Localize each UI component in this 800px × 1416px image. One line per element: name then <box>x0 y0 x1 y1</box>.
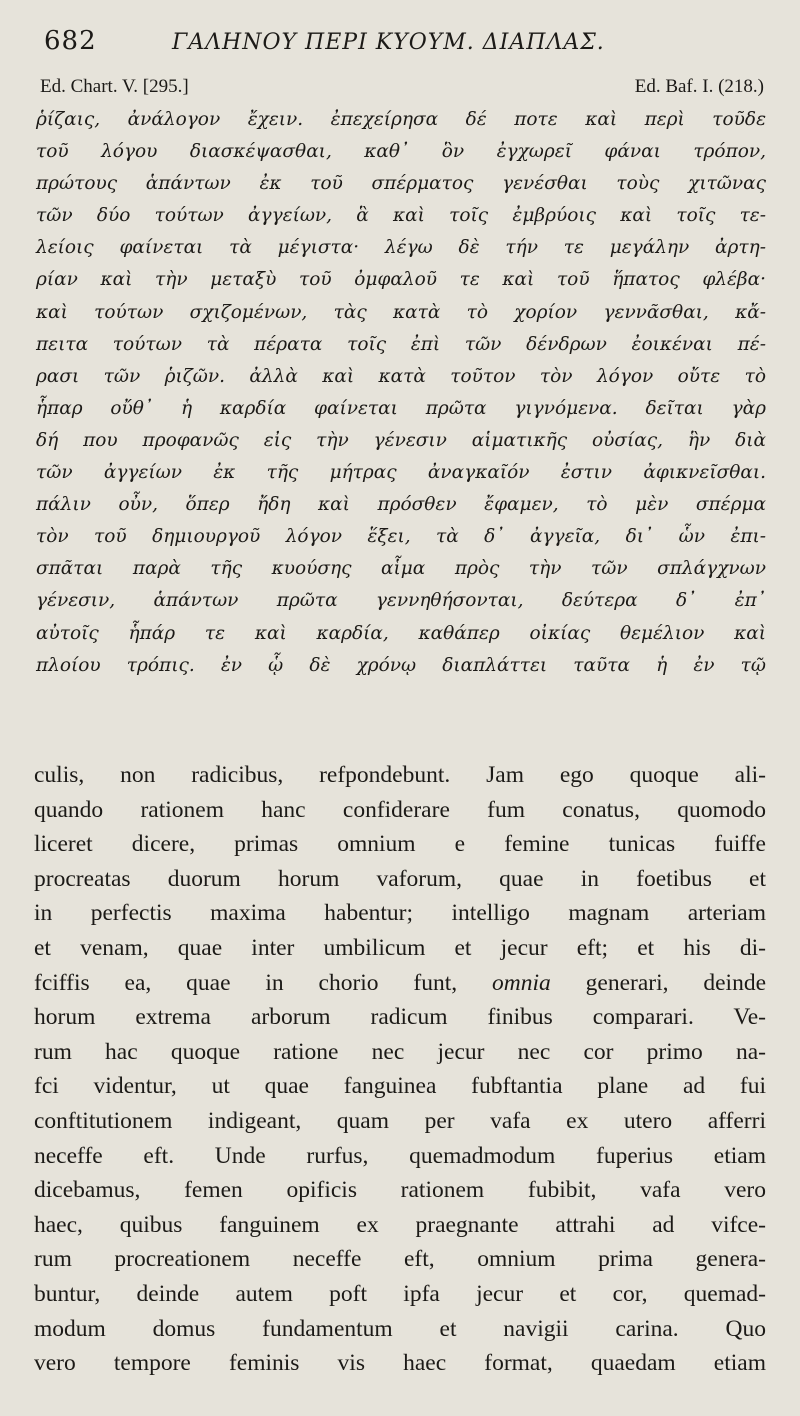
latin-text-line: conftitutionem indigeant, quam per vafa ex utero afferri <box>34 1107 766 1134</box>
page-number: 682 <box>44 26 97 56</box>
latin-italic-word: omnia <box>492 969 551 996</box>
latin-text-line: quando rationem hanc confiderare fum conatus, quomodo <box>34 796 766 823</box>
latin-text-line: rum procreationem neceffe eft, omnium prima genera- <box>34 1246 766 1273</box>
latin-text-line: fci videntur, ut quae fanguinea fubftantia plane ad fui <box>34 1073 766 1100</box>
latin-text-line: modum domus fundamentum et navigii carina. Quo <box>34 1315 766 1342</box>
page-header <box>44 26 764 66</box>
latin-text-line: horum extrema arborum radicum finibus comparari. Ve- <box>34 1004 766 1031</box>
greek-text-line: ῥίζαις, ἀνάλογον ἔχειν. ἐπεχείρησα δέ ποτε καὶ περὶ τοῦδε <box>36 109 766 130</box>
latin-text-line: dicebamus, femen opificis rationem fubibit, vafa vero <box>34 1177 766 1204</box>
edition-references <box>40 76 764 104</box>
edition-basel-reference: Ed. Baf. I. (218.) <box>634 76 764 97</box>
latin-text-line: buntur, deinde autem poft ipfa jecur et cor, quemad- <box>34 1280 766 1307</box>
greek-text-line: ρίαν καὶ τὴν μεταξὺ τοῦ ὀμφαλοῦ τε καὶ τοῦ ἥπατος φλέβα· <box>36 269 766 291</box>
latin-text-line: vero tempore feminis vis haec format, quaedam etiam <box>34 1350 766 1377</box>
latin-text-column <box>34 758 766 1381</box>
latin-text-line: procreatas duorum horum vaforum, quae in foetibus et <box>34 865 766 892</box>
edition-chartier-reference: Ed. Chart. V. [295.] <box>40 76 189 97</box>
latin-text-line: culis, non radicibus, refpondebunt. Jam ego quoque ali- <box>34 762 766 788</box>
greek-text-line: πάλιν οὖν, ὅπερ ἤδη καὶ πρόσθεν ἔφαμεν, τὸ μὲν σπέρμα <box>36 494 766 516</box>
greek-text-line: πλοίου τρόπις. ἐν ᾧ δὲ χρόνῳ διαπλάττει ταῦτα ἡ ἐν τῷ <box>36 654 766 676</box>
latin-text-segment: fciffis ea, quae in chorio funt, <box>34 969 493 996</box>
latin-text-line: neceffe eft. Unde rurfus, quemadmodum fuperius etiam <box>34 1142 766 1169</box>
greek-text-line: τὸν τοῦ δημιουργοῦ λόγον ἕξει, τὰ δ᾽ ἀγγεῖα, δι᾽ ὧν ἐπι- <box>36 526 766 548</box>
greek-text-line: πειτα τούτων τὰ πέρατα τοῖς ἐπὶ τῶν δένδρων ἐοικέναι πέ- <box>36 333 766 355</box>
greek-text-line: ρασι τῶν ῥιζῶν. ἀλλὰ καὶ κατὰ τοῦτον τὸν λόγον οὔτε τὸ <box>36 365 766 387</box>
greek-text-line: ἧπαρ οὔθ᾽ ἡ καρδία φαίνεται πρῶτα γιγνόμενα. δεῖται γὰρ <box>36 397 766 419</box>
latin-text-line: et venam, quae inter umbilicum et jecur eft; et his di- <box>34 934 766 961</box>
greek-text-line: τοῦ λόγου διασκέψασθαι, καθ᾽ ὃν ἐγχωρεῖ φάναι τρόπον, <box>36 141 766 163</box>
greek-text-line: τῶν ἀγγείων ἐκ τῆς μήτρας ἀναγκαῖόν ἐστιν ἀφικνεῖσθαι. <box>36 462 766 484</box>
latin-text-line: haec, quibus fanguinem ex praegnante attrahi ad vifce- <box>34 1211 766 1238</box>
latin-text-line: in perfectis maxima habentur; intelligo magnam arteriam <box>34 900 766 927</box>
running-title: ΓΑΛΗΝΟΥ ΠΕΡΙ ΚΥΟΥΜ. ΔΙΑΠΛΑΣ. <box>172 30 605 55</box>
greek-text-column <box>36 104 766 682</box>
greek-text-line: λείοις φαίνεται τὰ μέγιστα· λέγω δὲ τήν τε μεγάλην ἀρτη- <box>36 237 766 259</box>
greek-text-line: πρώτους ἁπάντων ἐκ τοῦ σπέρματος γενέσθαι τοὺς χιτῶνας <box>36 173 766 195</box>
greek-text-line: αὐτοῖς ἧπάρ τε καὶ καρδία, καθάπερ οἰκίας θεμέλιον καὶ <box>36 622 766 644</box>
greek-text-line: καὶ τούτων σχιζομένων, τὰς κατὰ τὸ χορίον γεννᾶσθαι, κἄ- <box>36 301 766 323</box>
greek-text-line: τῶν δύο τούτων ἀγγείων, ἃ καὶ τοῖς ἐμβρύοις καὶ τοῖς τε- <box>36 205 766 227</box>
latin-text-line <box>34 966 766 1001</box>
latin-text-segment: generari, deinde <box>550 969 766 996</box>
latin-text-line: liceret dicere, primas omnium e femine tunicas fuiffe <box>34 831 766 858</box>
greek-text-line: γένεσιν, ἁπάντων πρῶτα γεννηθήσονται, δεύτερα δ᾽ ἐπ᾽ <box>36 590 766 612</box>
greek-text-line: δή που προφανῶς εἰς τὴν γένεσιν αἱματικῆς οὐσίας, ἣν διὰ <box>36 429 766 451</box>
greek-text-line: σπᾶται παρὰ τῆς κυούσης αἷμα πρὸς τὴν τῶν σπλάγχνων <box>36 558 766 580</box>
latin-text-line: rum hac quoque ratione nec jecur nec cor primo na- <box>34 1038 766 1065</box>
